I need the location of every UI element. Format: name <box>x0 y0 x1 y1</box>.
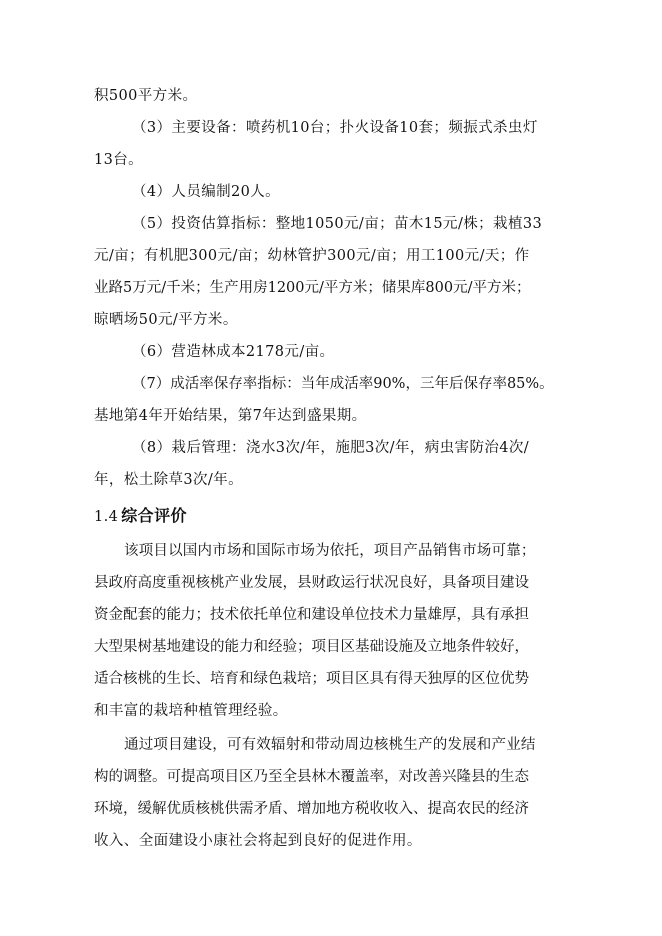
paragraph-line: 构的调整。可提高项目区乃至全县林木覆盖率，对改善兴隆县的生态 <box>94 769 529 785</box>
paragraph-line: 该项目以国内市场和国际市场为依托，项目产品销售市场可靠； <box>124 543 536 559</box>
paragraph-line: 县政府高度重视核桃产业发展，县财政运行状况良好，具备项目建设 <box>94 575 529 591</box>
text-line: （4）人员编制20人。 <box>132 184 281 200</box>
text-line: （5）投资估算指标：整地1050元/亩；苗木15元/株；栽植33 <box>132 216 543 232</box>
section-number: 1.4 <box>94 509 119 525</box>
text-line: 13台。 <box>94 152 144 168</box>
text-line: （8）栽后管理：浇水3次/年，施肥3次/年，病虫害防治4次/ <box>132 440 530 456</box>
paragraph-line: 资金配套的能力；技术依托单位和建设单位技术力量雄厚，具有承担 <box>94 607 529 623</box>
text-line: 基地第4年开始结果，第7年达到盛果期。 <box>94 408 367 424</box>
paragraph-line: 大型果树基地建设的能力和经验；项目区基础设施及立地条件较好， <box>94 639 529 655</box>
paragraph-line: 适合核桃的生长、培育和绿色栽培；项目区具有得天独厚的区位优势 <box>94 671 529 687</box>
text-line: 积500平方米。 <box>94 88 198 104</box>
paragraph-line: 环境，缓解优质核桃供需矛盾、增加地方税收收入、提高农民的经济 <box>94 801 529 817</box>
text-line: （6）营造林成本2178元/亩。 <box>132 344 335 360</box>
paragraph-line: 通过项目建设，可有效辐射和带动周边核桃生产的发展和产业结 <box>124 737 536 753</box>
paragraph-line: 和丰富的栽培种植管理经验。 <box>94 703 288 719</box>
text-line: 业路5万元/千米；生产用房1200元/平方米；储果库800元/平方米； <box>94 280 531 296</box>
text-line: 元/亩；有机肥300元/亩；幼林管护300元/亩；用工100元/天；作 <box>94 248 530 264</box>
text-line: （7）成活率保存率指标：当年成活率90%，三年后保存率85%。 <box>132 376 554 392</box>
text-line: （3）主要设备：喷药机10台；扑火设备10套；频振式杀虫灯 <box>132 120 538 136</box>
section-title: 综合评价 <box>121 506 187 525</box>
paragraph-line: 收入、全面建设小康社会将起到良好的促进作用。 <box>94 833 422 849</box>
section-heading <box>94 505 187 527</box>
text-line: 晾晒场50元/平方米。 <box>94 312 238 328</box>
text-line: 年，松土除草3次/年。 <box>94 472 244 488</box>
